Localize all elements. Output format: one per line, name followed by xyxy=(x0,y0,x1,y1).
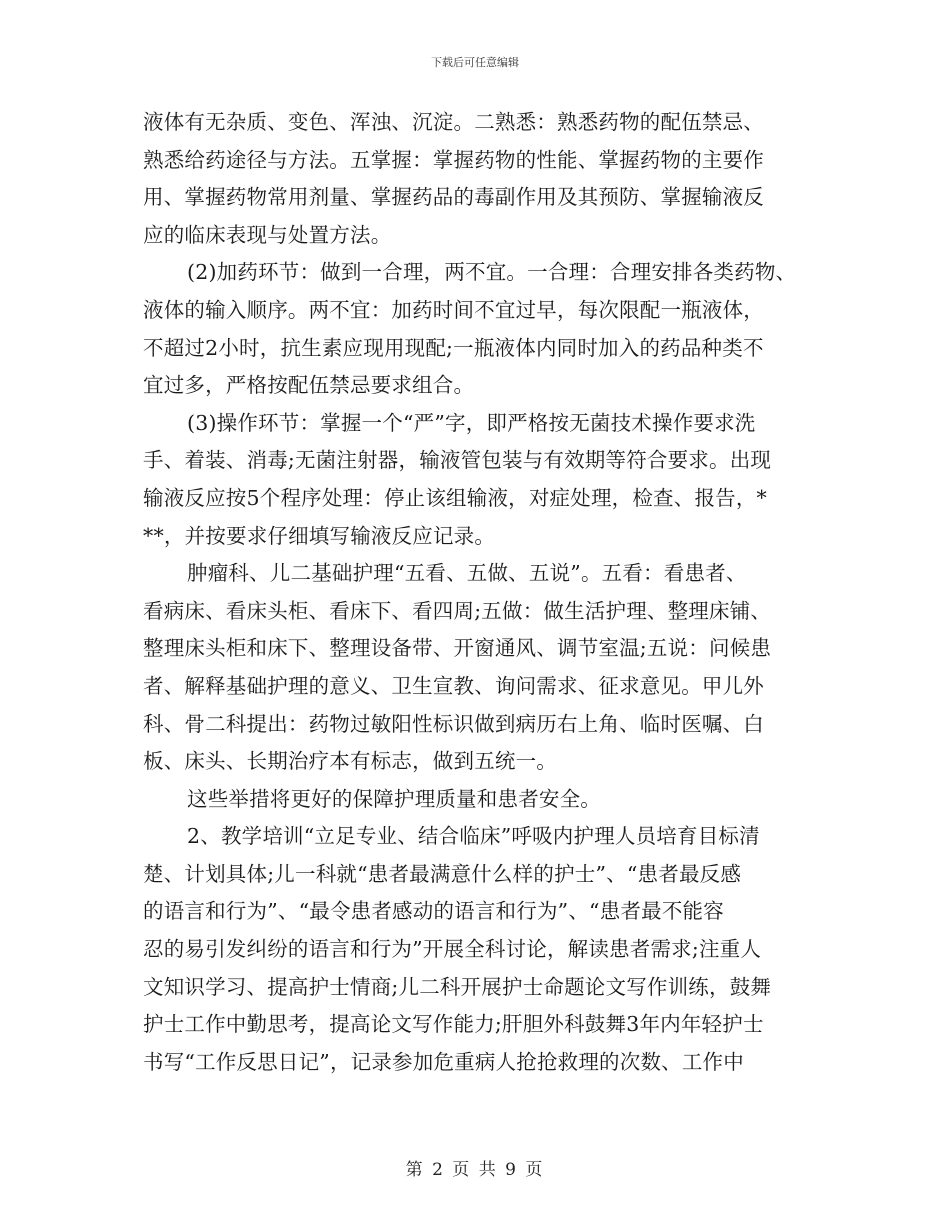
text-line: 看病床、看床头柜、看床下、看四周;五做：做生活护理、整理床铺、 xyxy=(143,598,772,623)
text-line: 宜过多，严格按配伍禁忌要求组合。 xyxy=(143,373,475,398)
text-line: 2、教学培训“立足专业、结合临床”呼吸内护理人员培育目标清 xyxy=(187,824,760,849)
text-line: 科、骨二科提出：药物过敏阳性标识做到病历右上角、临时医嘱、白 xyxy=(143,711,764,736)
text-line: 护士工作中勤思考，提高论文写作能力;肝胆外科鼓舞3年内年轻护士 xyxy=(143,1012,764,1037)
text-line: 楚、计划具体;儿一科就“患者最满意什么样的护士”、“患者最反感 xyxy=(143,861,742,886)
text-line: 应的临床表现与处置方法。 xyxy=(143,222,392,247)
text-line: 肿瘤科、儿二基础护理“五看、五做、五说”。五看：看患者、 xyxy=(187,561,747,586)
text-line: 输液反应按5个程序处理：停止该组输液，对症处理，检查、报告，* xyxy=(143,485,767,510)
text-line: 手、着装、消毒;无菌注射器，输液管包装与有效期等符合要求。出现 xyxy=(143,448,772,473)
text-line: 不超过2小时，抗生素应现用现配;一瓶液体内同时加入的药品种类不 xyxy=(143,335,764,360)
page-number: 第 2 页 共 9 页 xyxy=(405,1160,545,1180)
text-line: 熟悉给药途径与方法。五掌握：掌握药物的性能、掌握药物的主要作 xyxy=(143,147,764,172)
text-line: 整理床头柜和床下、整理设备带、开窗通风、调节室温;五说：问候患 xyxy=(143,636,772,661)
text-line: 文知识学习、提高护士情商;儿二科开展护士命题论文写作训练，鼓舞 xyxy=(143,974,772,999)
text-line: 这些举措将更好的保障护理质量和患者安全。 xyxy=(187,786,601,811)
text-line: 书写“工作反思日记”，记录参加危重病人抢抢救理的次数、工作中 xyxy=(143,1049,744,1074)
text-line: (3)操作环节：掌握一个“严”字，即严格按无菌技术操作要求洗 xyxy=(187,410,756,435)
text-line: 用、掌握药物常用剂量、掌握药品的毒副作用及其预防、掌握输液反 xyxy=(143,185,764,210)
document-body xyxy=(143,104,823,1081)
text-line: 的语言和行为”、“最令患者感动的语言和行为”、“患者最不能容 xyxy=(143,899,724,924)
text-line: 者、解释基础护理的意义、卫生宣教、询问需求、征求意见。甲儿外 xyxy=(143,673,764,698)
text-line: 忍的易引发纠纷的语言和行为”开展全科讨论，解读患者需求;注重人 xyxy=(143,937,762,962)
page-header-note: 下载后可任意编辑 xyxy=(431,56,519,69)
text-line: 液体有无杂质、变色、浑浊、沉淀。二熟悉：熟悉药物的配伍禁忌、 xyxy=(143,110,764,134)
text-line: **，并按要求仔细填写输液反应记录。 xyxy=(143,523,496,548)
text-line: 板、床头、长期治疗本有标志，做到五统一。 xyxy=(143,749,557,774)
text-line: (2)加药环节：做到一合理，两不宜。一合理：合理安排各类药物、 xyxy=(187,260,797,285)
text-line: 液体的输入顺序。两不宜：加药时间不宜过早，每次限配一瓶液体， xyxy=(143,297,764,322)
